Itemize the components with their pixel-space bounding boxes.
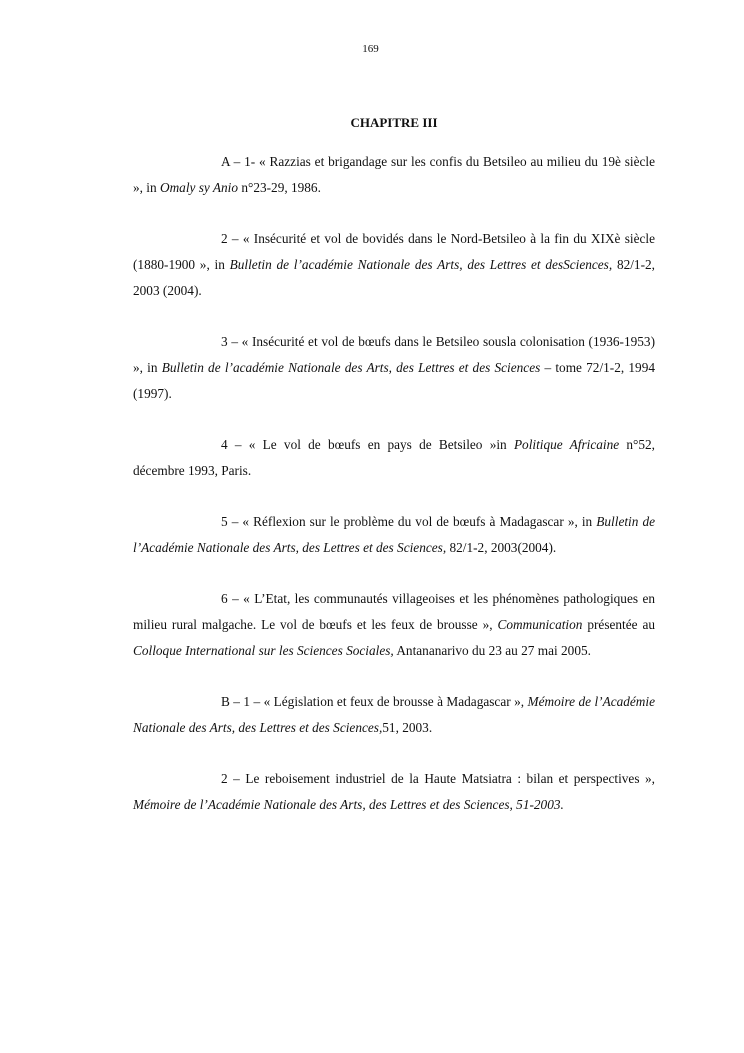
entry-text: 82/1-2, 2003 (2004). xyxy=(133,257,655,298)
publication-title: Politique Africaine xyxy=(513,437,620,452)
bibliography-entry-b1 xyxy=(133,689,655,741)
bibliography-entry-a3 xyxy=(133,329,655,407)
document-page xyxy=(133,0,655,1053)
publication-title: Bulletin de l’Académie Nationale des Arts, des Lettres et des Sciences, xyxy=(133,514,655,555)
entry-text: 51, 2003. xyxy=(382,720,433,735)
bibliography-entry-a5 xyxy=(133,509,655,561)
entry-text: 5 – « Réflexion sur le problème du vol de bœufs à Madagascar », in xyxy=(221,514,597,529)
entry-text: B – 1 – « Législation et feux de brousse à Madagascar », xyxy=(221,694,528,709)
bibliography-entry-b2 xyxy=(133,766,655,818)
publication-title: Mémoire de l’Académie Nationale des Arts, des Lettres et des Sciences, 51-2003. xyxy=(133,797,564,812)
bibliography-entry-a1 xyxy=(133,149,655,201)
entry-text: 2 – Le reboisement industriel de la Haute Matsiatra : bilan et perspectives », xyxy=(221,771,655,786)
publication-title: Colloque International sur les Sciences Sociales, xyxy=(133,643,394,658)
bibliography-entry-a4 xyxy=(133,432,655,484)
entry-text: n°52, décembre 1993, Paris. xyxy=(133,437,655,478)
entry-text: 6 – « L’Etat, les communautés villageoises et les phénomènes pathologiques en milieu rural malgache. Le vol de bœufs et les feux de brousse », xyxy=(133,591,655,632)
entry-text: 4 – « Le vol de bœufs en pays de Betsileo »in xyxy=(221,437,514,452)
publication-title: Bulletin de l’académie Nationale des Arts, des Lettres et des Sciences xyxy=(161,360,541,375)
bibliography-entry-a6 xyxy=(133,586,655,664)
publication-title: Bulletin de l’académie Nationale des Arts, des Lettres et desSciences, xyxy=(229,257,613,272)
publication-title: Omaly sy Anio xyxy=(159,180,239,195)
entry-text: 82/1-2, 2003(2004). xyxy=(446,540,557,555)
entry-text: A – 1- « Razzias et brigandage sur les confis du Betsileo au milieu du 19è siècle », in xyxy=(133,154,655,195)
entry-text: n°23-29, 1986. xyxy=(238,180,321,195)
page-number: 169 xyxy=(362,43,379,55)
publication-title: Communication xyxy=(497,617,583,632)
entry-text: 2 – « Insécurité et vol de bovidés dans le Nord-Betsileo à la fin du XIXè siècle (1880-1900 », in xyxy=(133,231,655,272)
chapter-title: CHAPITRE III xyxy=(350,115,438,130)
entry-text: présentée au xyxy=(582,617,656,632)
entry-text: 3 – « Insécurité et vol de bœufs dans le Betsileo sousla colonisation (1936-1953) », in xyxy=(133,334,655,375)
publication-title: Mémoire de l’Académie Nationale des Arts, des Lettres et des Sciences, xyxy=(133,694,655,735)
entry-text: Antananarivo du 23 au 27 mai 2005. xyxy=(393,643,591,658)
bibliography-list xyxy=(133,149,655,843)
entry-text: – tome 72/1-2, 1994 (1997). xyxy=(133,360,655,401)
bibliography-entry-a2 xyxy=(133,226,655,304)
